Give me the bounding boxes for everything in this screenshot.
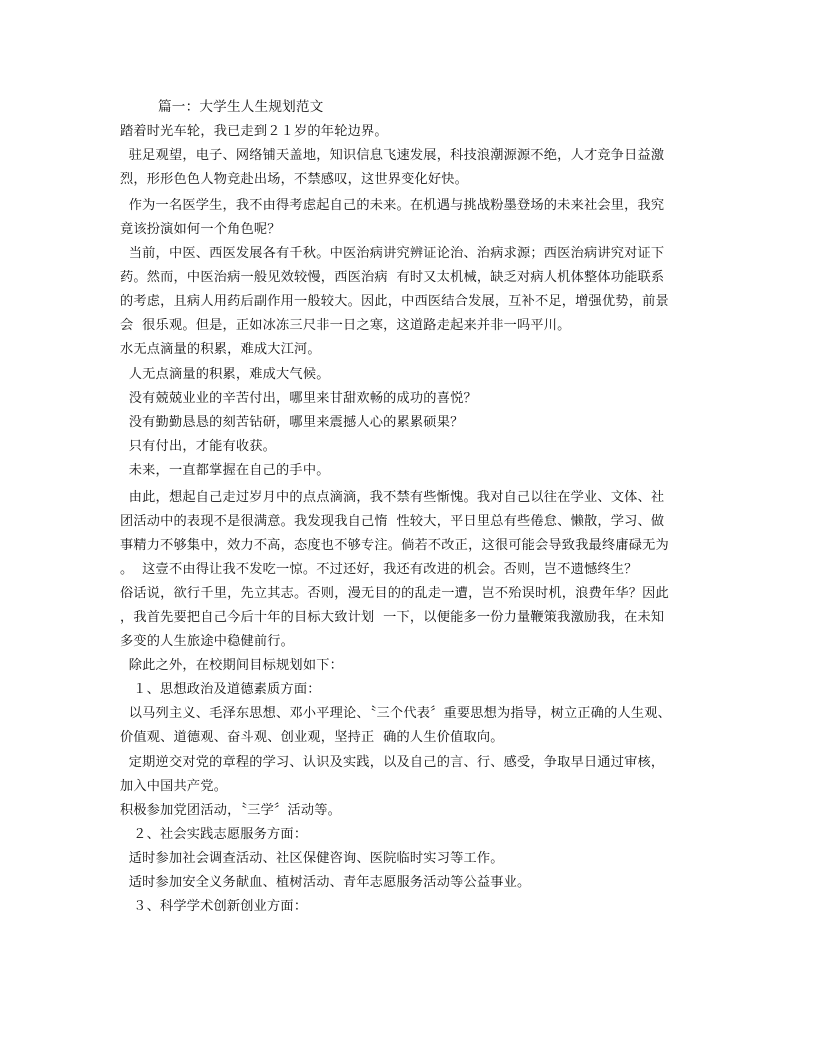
text-line: 没有兢兢业业的辛苦付出，哪里来甘甜欢畅的成功的喜悦？: [120, 391, 477, 406]
text-line: 。 这壹不由得让我不发吃一惊。不过还好，我还有改进的机会。否则，岂不遗憾终生？: [120, 562, 638, 577]
text-line: ３、科学学术创新创业方面：: [120, 899, 308, 914]
text-line: 加入中国共产党。: [120, 779, 228, 794]
text-line: 竟该扮演如何一个角色呢？: [120, 222, 281, 237]
text-line: 积极参加党团活动，〝三学〞活动等。: [120, 803, 341, 818]
text-line: 定期逆交对党的章程的学习、认识及实践，以及自己的言、行、感受，争取早日通过审核，: [120, 755, 665, 770]
text-line: 没有勤勤恳恳的刻苦钻研，哪里来震撼人心的累累硕果？: [120, 415, 464, 430]
text-line: 烈，形形色色人物竞赴出场，不禁感叹，这世界变化好快。: [120, 172, 469, 187]
text-line: 踏着时光车轮，我已走到２１岁的年轮边界。: [120, 124, 388, 139]
text-line: 当前，中医、西医发展各有千秋。中医治病讲究辨证论治、治病求源；西医治病讲究对证下: [120, 246, 665, 261]
text-line: １、思想政治及道德素质方面：: [120, 682, 321, 697]
text-line: 药。然而，中医治病一般见效较慢，西医治病 有时又太机械，缺乏对病人机体整体功能联系: [120, 270, 665, 285]
text-line: 事精力不够集中，效力不高，态度也不够专注。倘若不改正，这很可能会导致我最终庸碌无为: [120, 538, 669, 553]
text-line: 由此，想起自己走过岁月中的点点滴滴，我不禁有些惭愧。我对自己以往在学业、文体、社: [120, 490, 665, 505]
text-line: 的考虑，且病人用药后副作用一般较大。因此，中西医结合发展，互补不足，增强优势，前景: [120, 294, 669, 309]
text-line: 以马列主义、毛泽东思想、邓小平理论、〝三个代表〞重要思想为指导，树立正确的人生观、: [120, 706, 672, 721]
text-line: 水无点滴量的积累，难成大江河。: [120, 342, 321, 357]
text-line: 除此之外，在校期间目标规划如下：: [120, 658, 343, 673]
text-line: 价值观、道德观、奋斗观、创业观，坚持正 确的人生价值取向。: [120, 730, 504, 745]
text-line: 未来，一直都掌握在自己的手中。: [120, 463, 330, 478]
text-line: 多变的人生旅途中稳健前行。: [120, 634, 295, 649]
text-line: 作为一名医学生，我不由得考虑起自己的未来。在机遇与挑战粉墨登场的未来社会里，我究: [120, 198, 665, 213]
text-line: 适时参加社会调查活动、社区保健咨询、医院临时实习等工作。: [120, 851, 504, 866]
document-title: 篇一：大学生人生规划范文: [158, 99, 324, 115]
text-line: 驻足观望，电子、网络铺天盖地，知识信息飞速发展，科技浪潮源源不绝，人才竞争日益激: [120, 148, 665, 163]
text-line: 团活动中的表现不是很满意。我发现我自己惰 性较大，平日里总有些倦怠、懒散，学习、做: [120, 514, 665, 529]
text-line: 适时参加安全义务献血、植树活动、青年志愿服务活动等公益事业。: [120, 875, 531, 890]
text-line: 会 很乐观。但是，正如冰冻三尺非一日之寒，这道路走起来并非一吗平川。: [120, 318, 571, 333]
text-line: 俗话说，欲行千里，先立其志。否则，漫无目的的乱走一遭，岂不殆误时机，浪费年华？因此: [120, 586, 669, 601]
text-line: 只有付出，才能有收获。: [120, 439, 277, 454]
text-line: ２、社会实践志愿服务方面：: [120, 827, 308, 842]
text-line: ，我首先要把自己今后十年的目标大致计划 一下，以便能多一份力量鞭策我激励我，在未知: [120, 610, 665, 625]
text-line: 人无点滴量的积累，难成大气候。: [120, 367, 330, 382]
